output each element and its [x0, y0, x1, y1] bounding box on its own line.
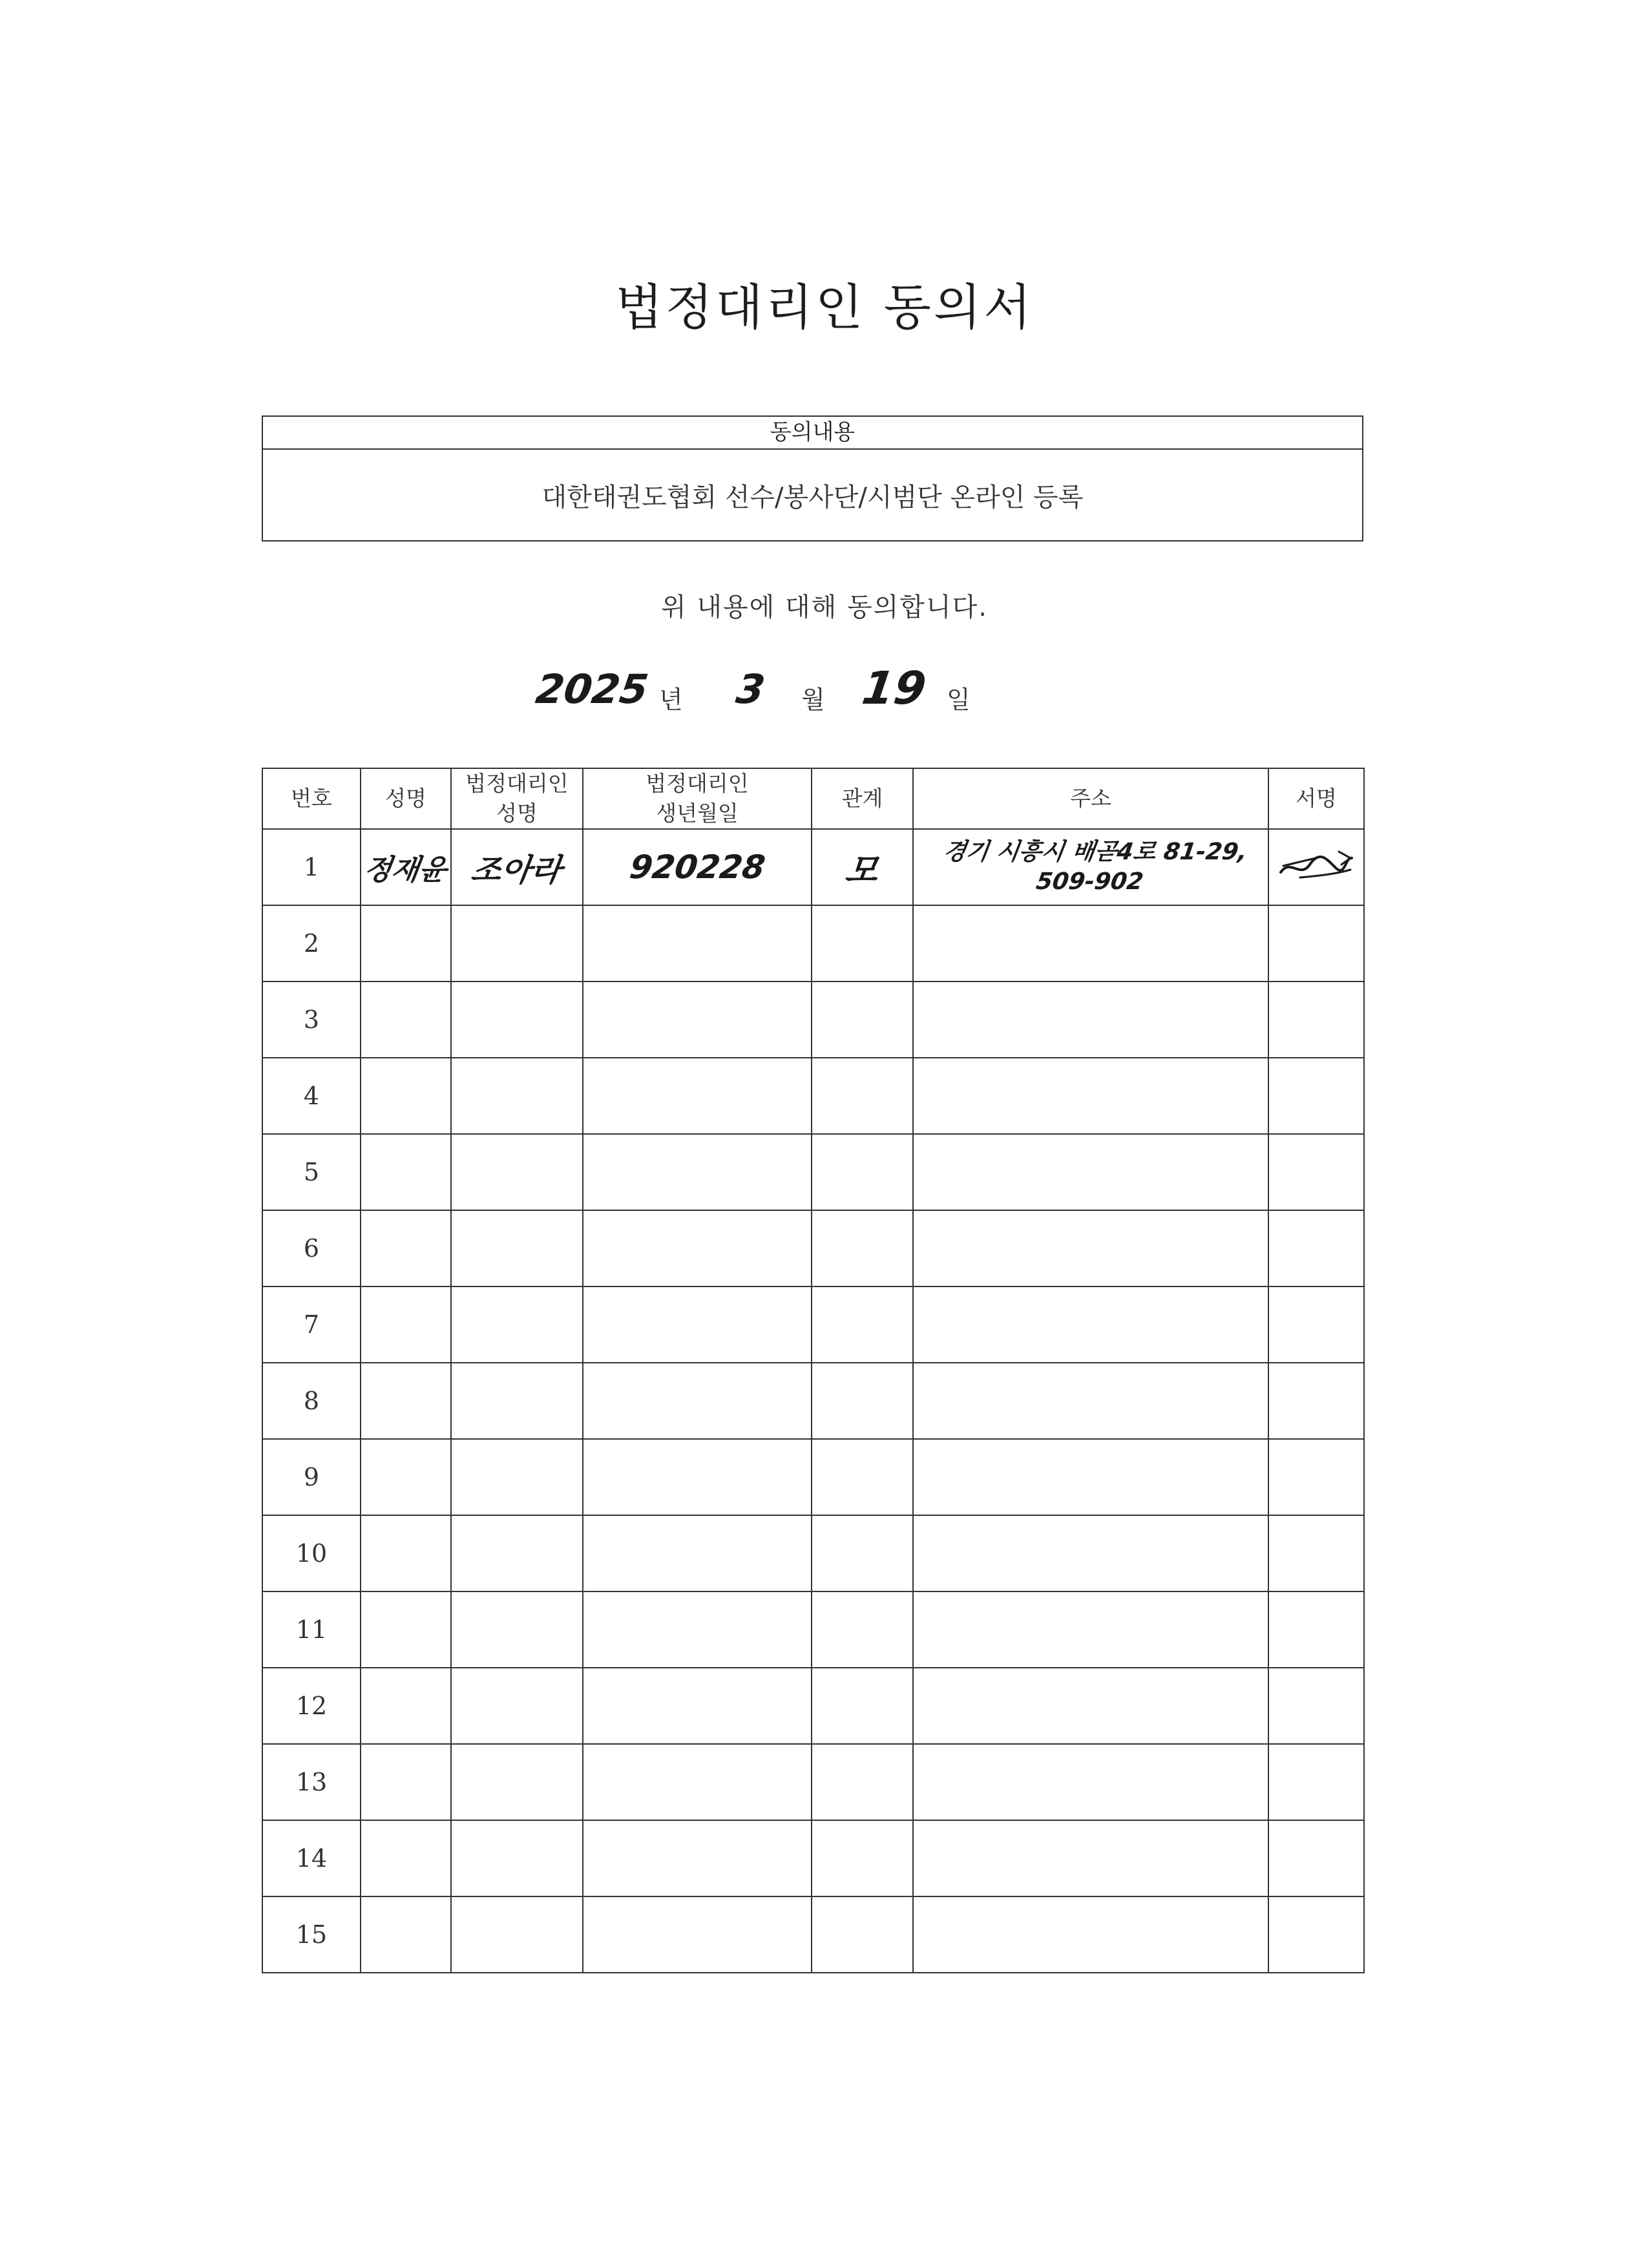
- cell-name[interactable]: [361, 1210, 451, 1286]
- cell-no: 5: [262, 1134, 361, 1210]
- date-day: 19: [859, 662, 930, 715]
- cell-guardian-birth[interactable]: [583, 1668, 812, 1744]
- cell-signature[interactable]: [1268, 1058, 1364, 1134]
- date-month: 3: [733, 666, 768, 713]
- cell-guardian-name[interactable]: [451, 1591, 583, 1668]
- cell-relation[interactable]: [812, 829, 913, 905]
- cell-address[interactable]: [913, 1515, 1268, 1591]
- cell-signature[interactable]: [1268, 1744, 1364, 1820]
- cell-no: 4: [262, 1058, 361, 1134]
- cell-relation[interactable]: [812, 1363, 913, 1439]
- cell-relation[interactable]: [812, 1134, 913, 1210]
- page-title: 법정대리인 동의서: [615, 278, 1034, 336]
- cell-no: 11: [262, 1591, 361, 1668]
- cell-guardian-name[interactable]: [451, 829, 583, 905]
- cell-name[interactable]: [361, 1134, 451, 1210]
- handwritten-address: [932, 837, 1250, 897]
- header-guardian-birth-line2: 생년월일: [656, 801, 739, 826]
- header-address: 주소: [913, 768, 1268, 829]
- date-line: [0, 662, 1649, 717]
- table-row: [262, 1744, 1364, 1820]
- cell-relation[interactable]: [812, 1668, 913, 1744]
- cell-guardian-name[interactable]: [451, 1820, 583, 1896]
- cell-guardian-name[interactable]: [451, 1210, 583, 1286]
- cell-no: 10: [262, 1515, 361, 1591]
- cell-address[interactable]: [913, 1896, 1268, 1973]
- cell-name[interactable]: [361, 905, 451, 982]
- cell-address[interactable]: [913, 1668, 1268, 1744]
- table-row: [262, 1591, 1364, 1668]
- cell-signature[interactable]: [1268, 1363, 1364, 1439]
- cell-guardian-birth[interactable]: [583, 1058, 812, 1134]
- cell-name[interactable]: [361, 1439, 451, 1515]
- cell-guardian-birth[interactable]: [583, 982, 812, 1058]
- date-year: 2025: [532, 666, 651, 713]
- header-guardian-name-line2: 성명: [496, 801, 538, 826]
- cell-address[interactable]: [913, 1210, 1268, 1286]
- cell-no: 15: [262, 1896, 361, 1973]
- cell-signature[interactable]: [1268, 1286, 1364, 1363]
- cell-name[interactable]: [361, 1591, 451, 1668]
- cell-signature[interactable]: [1268, 1591, 1364, 1668]
- cell-name[interactable]: [361, 1286, 451, 1363]
- cell-name[interactable]: [361, 1515, 451, 1591]
- cell-relation[interactable]: [812, 1515, 913, 1591]
- cell-guardian-birth[interactable]: [583, 905, 812, 982]
- cell-no: 9: [262, 1439, 361, 1515]
- cell-no: 14: [262, 1820, 361, 1896]
- table-row: [262, 829, 1364, 905]
- cell-relation[interactable]: [812, 1820, 913, 1896]
- cell-signature[interactable]: [1268, 1439, 1364, 1515]
- handwritten-address-line2: 509-902: [1035, 868, 1146, 895]
- table-row: [262, 1820, 1364, 1896]
- date-day-label: 일: [947, 686, 971, 714]
- cell-name[interactable]: [361, 1363, 451, 1439]
- cell-guardian-birth[interactable]: [583, 1439, 812, 1515]
- table-row: [262, 982, 1364, 1058]
- agree-statement: 위 내용에 대해 동의합니다.: [661, 593, 988, 622]
- date-year-label: 년: [659, 686, 683, 714]
- cell-signature[interactable]: [1268, 982, 1364, 1058]
- cell-name[interactable]: [361, 1820, 451, 1896]
- cell-no: 12: [262, 1668, 361, 1744]
- cell-no: 2: [262, 905, 361, 982]
- header-guardian-name-line1: 법정대리인: [465, 771, 569, 796]
- cell-no: 6: [262, 1210, 361, 1286]
- cell-guardian-name[interactable]: [451, 1439, 583, 1515]
- cell-address[interactable]: [913, 905, 1268, 982]
- consent-header: 동의내용: [263, 417, 1362, 450]
- cell-guardian-birth[interactable]: [583, 1820, 812, 1896]
- handwritten-relation: 모: [843, 851, 881, 890]
- cell-guardian-name[interactable]: [451, 1668, 583, 1744]
- cell-no: 13: [262, 1744, 361, 1820]
- cell-address[interactable]: [913, 829, 1268, 905]
- cell-relation[interactable]: [812, 1286, 913, 1363]
- cell-signature[interactable]: [1268, 1210, 1364, 1286]
- cell-guardian-name[interactable]: [451, 905, 583, 982]
- cell-guardian-birth[interactable]: [583, 1591, 812, 1668]
- cell-relation[interactable]: [812, 1591, 913, 1668]
- cell-address[interactable]: [913, 1439, 1268, 1515]
- cell-address[interactable]: [913, 982, 1268, 1058]
- table-row: [262, 1439, 1364, 1515]
- header-name: 성명: [361, 768, 451, 829]
- consent-box: [262, 415, 1363, 541]
- cell-no: 8: [262, 1363, 361, 1439]
- cell-address[interactable]: [913, 1820, 1268, 1896]
- header-no: 번호: [262, 768, 361, 829]
- table-row: [262, 1515, 1364, 1591]
- cell-name[interactable]: [361, 1896, 451, 1973]
- cell-guardian-birth[interactable]: [583, 1286, 812, 1363]
- cell-relation[interactable]: [812, 1439, 913, 1515]
- cell-signature[interactable]: [1268, 1820, 1364, 1896]
- handwritten-guardian-birth: 920228: [627, 848, 768, 886]
- cell-guardian-birth[interactable]: [583, 1363, 812, 1439]
- cell-guardian-name[interactable]: [451, 1058, 583, 1134]
- cell-signature[interactable]: [1268, 1134, 1364, 1210]
- cell-relation[interactable]: [812, 1058, 913, 1134]
- table-row: [262, 1134, 1364, 1210]
- cell-relation[interactable]: [812, 905, 913, 982]
- cell-name[interactable]: [361, 1744, 451, 1820]
- table-row: [262, 905, 1364, 982]
- cell-guardian-birth[interactable]: [583, 1515, 812, 1591]
- cell-no: 3: [262, 982, 361, 1058]
- cell-address[interactable]: [913, 1134, 1268, 1210]
- header-guardian-name: [451, 768, 583, 829]
- header-guardian-birth: [583, 768, 812, 829]
- cell-guardian-birth[interactable]: [583, 1744, 812, 1820]
- registration-table: [262, 768, 1365, 1973]
- handwritten-name: 정재윤: [362, 854, 449, 887]
- consent-content: 대한태권도협회 선수/봉사단/시범단 온라인 등록: [541, 483, 1084, 512]
- cell-no: 7: [262, 1286, 361, 1363]
- cell-guardian-name[interactable]: [451, 982, 583, 1058]
- cell-relation[interactable]: [812, 1744, 913, 1820]
- header-relation: 관계: [812, 768, 913, 829]
- cell-guardian-name[interactable]: [451, 1515, 583, 1591]
- cell-name[interactable]: [361, 1058, 451, 1134]
- table-row: [262, 1668, 1364, 1744]
- cell-signature[interactable]: [1268, 1515, 1364, 1591]
- signature-scribble: [1274, 839, 1358, 890]
- cell-address[interactable]: [913, 1286, 1268, 1363]
- table-row: [262, 1058, 1364, 1134]
- table-row: [262, 1210, 1364, 1286]
- cell-signature[interactable]: [1268, 1668, 1364, 1744]
- cell-name[interactable]: [361, 1668, 451, 1744]
- header-signature: 서명: [1268, 768, 1364, 829]
- table-header-row: [262, 768, 1364, 829]
- cell-guardian-name[interactable]: [451, 1286, 583, 1363]
- cell-name[interactable]: [361, 982, 451, 1058]
- header-guardian-birth-line1: 법정대리인: [646, 771, 749, 796]
- cell-guardian-birth[interactable]: [583, 1896, 812, 1973]
- cell-no: 1: [262, 829, 361, 905]
- cell-address[interactable]: [913, 1744, 1268, 1820]
- cell-signature[interactable]: [1268, 905, 1364, 982]
- cell-relation[interactable]: [812, 1896, 913, 1973]
- table-row: [262, 1286, 1364, 1363]
- handwritten-guardian-name: 조아라: [468, 852, 564, 888]
- cell-guardian-birth[interactable]: [583, 1210, 812, 1286]
- cell-address[interactable]: [913, 1591, 1268, 1668]
- cell-name[interactable]: [361, 829, 451, 905]
- handwritten-address-line1: 경기 시흥시 배곧4로 81-29,: [941, 839, 1250, 865]
- table-row: [262, 1363, 1364, 1439]
- cell-guardian-name[interactable]: [451, 1134, 583, 1210]
- table-row: [262, 1896, 1364, 1973]
- cell-address[interactable]: [913, 1363, 1268, 1439]
- date-month-label: 월: [801, 686, 825, 714]
- cell-guardian-name[interactable]: [451, 1896, 583, 1973]
- cell-address[interactable]: [913, 1058, 1268, 1134]
- cell-guardian-birth[interactable]: [583, 829, 812, 905]
- cell-signature[interactable]: [1268, 829, 1364, 905]
- cell-relation[interactable]: [812, 982, 913, 1058]
- cell-signature[interactable]: [1268, 1896, 1364, 1973]
- cell-guardian-birth[interactable]: [583, 1134, 812, 1210]
- cell-relation[interactable]: [812, 1210, 913, 1286]
- cell-guardian-name[interactable]: [451, 1744, 583, 1820]
- cell-guardian-name[interactable]: [451, 1363, 583, 1439]
